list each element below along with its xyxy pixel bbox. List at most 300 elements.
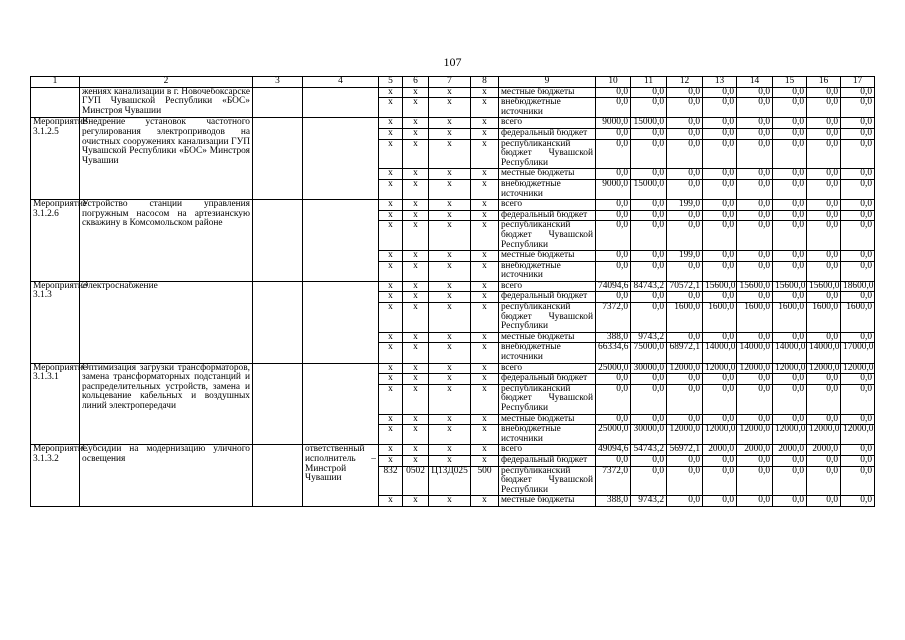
funding-source: всего <box>499 363 596 374</box>
budget-code-7: х <box>429 251 471 262</box>
budget-code-8: х <box>471 384 499 414</box>
budget-code-8: х <box>471 261 499 281</box>
table-row <box>31 118 875 129</box>
budget-code-5: х <box>379 343 403 363</box>
amount-col-15: 0,0 <box>773 414 807 425</box>
amount-col-16: 0,0 <box>807 210 841 221</box>
amount-col-14: 0,0 <box>737 251 773 262</box>
budget-code-5: х <box>379 445 403 456</box>
amount-col-16: 0,0 <box>807 98 841 118</box>
amount-col-17: 0,0 <box>841 414 875 425</box>
funding-source: республиканский бюджет Чувашской Республики <box>499 303 596 333</box>
funding-source: федеральный бюджет <box>499 455 596 466</box>
budget-code-8: х <box>471 98 499 118</box>
amount-col-15: 0,0 <box>773 221 807 251</box>
amount-col-15: 12000,0 <box>773 363 807 374</box>
amount-col-16: 2000,0 <box>807 445 841 456</box>
amount-col-12: 0,0 <box>667 496 703 507</box>
budget-code-8: х <box>471 87 499 98</box>
amount-col-11: 0,0 <box>631 98 667 118</box>
budget-code-7: х <box>429 210 471 221</box>
amount-col-15: 2000,0 <box>773 445 807 456</box>
amount-col-11: 0,0 <box>631 466 667 496</box>
amount-col-11: 30000,0 <box>631 363 667 374</box>
amount-col-17: 12000,0 <box>841 363 875 374</box>
funding-source: федеральный бюджет <box>499 374 596 385</box>
amount-col-15: 0,0 <box>773 466 807 496</box>
amount-col-16: 15600,0 <box>807 281 841 292</box>
page-number: 107 <box>443 55 462 69</box>
budget-code-7: х <box>429 261 471 281</box>
amount-col-12: 68972,1 <box>667 343 703 363</box>
amount-col-15: 0,0 <box>773 200 807 211</box>
amount-col-12: 0,0 <box>667 128 703 139</box>
amount-col-13: 14000,0 <box>703 343 737 363</box>
budget-code-6: х <box>403 343 429 363</box>
budget-code-8: х <box>471 332 499 343</box>
amount-col-12: 199,0 <box>667 251 703 262</box>
amount-col-17: 0,0 <box>841 210 875 221</box>
amount-col-14: 0,0 <box>737 466 773 496</box>
budget-code-6: х <box>403 169 429 180</box>
budget-code-5: х <box>379 384 403 414</box>
amount-col-13: 15600,0 <box>703 281 737 292</box>
column-number-8: 8 <box>471 77 499 88</box>
measure-title: Оптимизация загрузки трансформаторов, замена трансформаторных подстанций и распределительных устройств, замена и кольцевание кабельных и воздушных линий электропередачи <box>80 363 253 445</box>
budget-code-6: х <box>403 363 429 374</box>
amount-col-10: 74094,6 <box>596 281 631 292</box>
budget-code-5: х <box>379 414 403 425</box>
amount-col-11: 0,0 <box>631 139 667 169</box>
column-number-17: 17 <box>841 77 875 88</box>
amount-col-14: 1600,0 <box>737 303 773 333</box>
amount-col-15: 0,0 <box>773 261 807 281</box>
column-number-6: 6 <box>403 77 429 88</box>
column-number-13: 13 <box>703 77 737 88</box>
amount-col-13: 0,0 <box>703 87 737 98</box>
amount-col-16: 0,0 <box>807 139 841 169</box>
budget-code-7: х <box>429 87 471 98</box>
amount-col-10: 0,0 <box>596 374 631 385</box>
measure-id: Мероприятие 3.1.3 <box>31 281 80 363</box>
funding-source: местные бюджеты <box>499 169 596 180</box>
amount-col-12: 0,0 <box>667 374 703 385</box>
amount-col-14: 0,0 <box>737 118 773 129</box>
funding-source: местные бюджеты <box>499 496 596 507</box>
header-row <box>31 77 875 88</box>
amount-col-17: 0,0 <box>841 261 875 281</box>
budget-code-5: х <box>379 251 403 262</box>
funding-source: республиканский бюджет Чувашской Республики <box>499 139 596 169</box>
amount-col-17: 0,0 <box>841 466 875 496</box>
budget-code-7: х <box>429 374 471 385</box>
amount-col-14: 0,0 <box>737 200 773 211</box>
amount-col-12: 0,0 <box>667 118 703 129</box>
column-number-1: 1 <box>31 77 80 88</box>
budget-code-5: х <box>379 332 403 343</box>
amount-col-10: 0,0 <box>596 292 631 303</box>
measure-id: Мероприятие 3.1.2.5 <box>31 118 80 200</box>
budget-code-8: х <box>471 363 499 374</box>
amount-col-14: 12000,0 <box>737 425 773 445</box>
amount-col-12: 0,0 <box>667 292 703 303</box>
amount-col-16: 0,0 <box>807 384 841 414</box>
amount-col-15: 0,0 <box>773 139 807 169</box>
amount-col-16: 12000,0 <box>807 425 841 445</box>
amount-col-14: 0,0 <box>737 455 773 466</box>
measure-id <box>31 87 80 118</box>
amount-col-13: 2000,0 <box>703 445 737 456</box>
amount-col-13: 1600,0 <box>703 303 737 333</box>
column-number-9: 9 <box>499 77 596 88</box>
table-row <box>31 281 875 292</box>
amount-col-10: 0,0 <box>596 384 631 414</box>
funding-source: республиканский бюджет Чувашской Республики <box>499 466 596 496</box>
budget-code-6: х <box>403 118 429 129</box>
amount-col-13: 0,0 <box>703 118 737 129</box>
amount-col-13: 12000,0 <box>703 425 737 445</box>
amount-col-15: 0,0 <box>773 118 807 129</box>
funding-source: местные бюджеты <box>499 414 596 425</box>
budget-code-6: х <box>403 139 429 169</box>
budget-code-7: х <box>429 445 471 456</box>
column-number-11: 11 <box>631 77 667 88</box>
amount-col-16: 0,0 <box>807 118 841 129</box>
amount-col-13: 0,0 <box>703 414 737 425</box>
participant-cell <box>253 281 303 363</box>
funding-source: внебюджетные источники <box>499 98 596 118</box>
amount-col-15: 14000,0 <box>773 343 807 363</box>
amount-col-16: 0,0 <box>807 466 841 496</box>
amount-col-14: 12000,0 <box>737 363 773 374</box>
amount-col-14: 0,0 <box>737 98 773 118</box>
budget-code-6: х <box>403 200 429 211</box>
amount-col-12: 0,0 <box>667 87 703 98</box>
budget-code-8: х <box>471 374 499 385</box>
table-row <box>31 200 875 211</box>
amount-col-13: 0,0 <box>703 466 737 496</box>
amount-col-17: 1600,0 <box>841 303 875 333</box>
amount-col-16: 1600,0 <box>807 303 841 333</box>
budget-code-6: х <box>403 87 429 98</box>
amount-col-16: 0,0 <box>807 221 841 251</box>
budget-code-6: х <box>403 221 429 251</box>
budget-code-6: х <box>403 179 429 199</box>
budget-table <box>30 76 875 507</box>
funding-source: всего <box>499 118 596 129</box>
budget-code-8: х <box>471 179 499 199</box>
amount-col-11: 0,0 <box>631 87 667 98</box>
budget-code-5: х <box>379 425 403 445</box>
amount-col-11: 0,0 <box>631 251 667 262</box>
amount-col-11: 0,0 <box>631 374 667 385</box>
amount-col-14: 0,0 <box>737 374 773 385</box>
amount-col-10: 0,0 <box>596 169 631 180</box>
amount-col-11: 15000,0 <box>631 118 667 129</box>
table-row <box>31 363 875 374</box>
amount-col-16: 0,0 <box>807 332 841 343</box>
amount-col-16: 0,0 <box>807 261 841 281</box>
budget-code-5: х <box>379 455 403 466</box>
amount-col-15: 0,0 <box>773 128 807 139</box>
amount-col-13: 0,0 <box>703 169 737 180</box>
funding-source: местные бюджеты <box>499 87 596 98</box>
amount-col-11: 0,0 <box>631 261 667 281</box>
amount-col-12: 0,0 <box>667 466 703 496</box>
amount-col-14: 0,0 <box>737 292 773 303</box>
amount-col-14: 14000,0 <box>737 343 773 363</box>
amount-col-10: 0,0 <box>596 455 631 466</box>
amount-col-13: 0,0 <box>703 128 737 139</box>
column-number-15: 15 <box>773 77 807 88</box>
responsible-executor <box>303 87 379 118</box>
amount-col-11: 15000,0 <box>631 179 667 199</box>
amount-col-17: 0,0 <box>841 87 875 98</box>
funding-source: федеральный бюджет <box>499 210 596 221</box>
amount-col-14: 0,0 <box>737 210 773 221</box>
amount-col-10: 0,0 <box>596 251 631 262</box>
measure-title: Устройство станции управления погружным насосом на артезианскую скважину в Комсомольском районе <box>80 200 253 282</box>
budget-code-6: х <box>403 425 429 445</box>
amount-col-11: 0,0 <box>631 414 667 425</box>
budget-code-8: х <box>471 251 499 262</box>
amount-col-10: 0,0 <box>596 98 631 118</box>
amount-col-13: 0,0 <box>703 221 737 251</box>
budget-code-7: х <box>429 303 471 333</box>
amount-col-16: 0,0 <box>807 374 841 385</box>
amount-col-11: 0,0 <box>631 128 667 139</box>
budget-code-8: х <box>471 445 499 456</box>
budget-code-6: х <box>403 303 429 333</box>
funding-source: внебюджетные источники <box>499 425 596 445</box>
amount-col-15: 0,0 <box>773 384 807 414</box>
funding-source: внебюджетные источники <box>499 343 596 363</box>
amount-col-17: 0,0 <box>841 221 875 251</box>
amount-col-12: 0,0 <box>667 169 703 180</box>
amount-col-11: 0,0 <box>631 169 667 180</box>
amount-col-13: 0,0 <box>703 200 737 211</box>
budget-code-5: х <box>379 221 403 251</box>
budget-code-6: х <box>403 374 429 385</box>
budget-code-5: х <box>379 281 403 292</box>
amount-col-13: 0,0 <box>703 292 737 303</box>
column-number-5: 5 <box>379 77 403 88</box>
budget-code-5: х <box>379 98 403 118</box>
amount-col-13: 0,0 <box>703 210 737 221</box>
amount-col-16: 0,0 <box>807 292 841 303</box>
amount-col-12: 0,0 <box>667 139 703 169</box>
amount-col-16: 0,0 <box>807 87 841 98</box>
amount-col-17: 0,0 <box>841 374 875 385</box>
budget-code-5: х <box>379 169 403 180</box>
amount-col-15: 0,0 <box>773 87 807 98</box>
budget-code-7: Ц13Д025 <box>429 466 471 496</box>
budget-code-7: х <box>429 98 471 118</box>
amount-col-14: 0,0 <box>737 221 773 251</box>
table-row <box>31 445 875 456</box>
measure-id: Мероприятие 3.1.3.1 <box>31 363 80 445</box>
budget-code-5: х <box>379 292 403 303</box>
amount-col-16: 0,0 <box>807 179 841 199</box>
budget-code-7: х <box>429 221 471 251</box>
amount-col-12: 0,0 <box>667 221 703 251</box>
amount-col-13: 0,0 <box>703 179 737 199</box>
budget-code-6: х <box>403 292 429 303</box>
amount-col-12: 0,0 <box>667 455 703 466</box>
amount-col-15: 0,0 <box>773 374 807 385</box>
budget-code-5: х <box>379 139 403 169</box>
budget-code-8: х <box>471 414 499 425</box>
amount-col-11: 9743,2 <box>631 332 667 343</box>
budget-code-7: х <box>429 139 471 169</box>
amount-col-13: 0,0 <box>703 261 737 281</box>
amount-col-10: 0,0 <box>596 87 631 98</box>
amount-col-15: 0,0 <box>773 98 807 118</box>
budget-code-6: х <box>403 496 429 507</box>
amount-col-16: 0,0 <box>807 200 841 211</box>
budget-code-6: х <box>403 414 429 425</box>
amount-col-17: 12000,0 <box>841 425 875 445</box>
funding-source: республиканский бюджет Чувашской Республики <box>499 221 596 251</box>
amount-col-15: 15600,0 <box>773 281 807 292</box>
column-number-10: 10 <box>596 77 631 88</box>
budget-code-8: х <box>471 292 499 303</box>
amount-col-10: 49094,6 <box>596 445 631 456</box>
budget-code-5: х <box>379 303 403 333</box>
amount-col-10: 388,0 <box>596 332 631 343</box>
budget-code-8: х <box>471 343 499 363</box>
amount-col-11: 84743,2 <box>631 281 667 292</box>
budget-code-8: х <box>471 169 499 180</box>
budget-code-7: х <box>429 363 471 374</box>
amount-col-11: 0,0 <box>631 455 667 466</box>
budget-code-6: х <box>403 332 429 343</box>
column-number-16: 16 <box>807 77 841 88</box>
funding-source: всего <box>499 281 596 292</box>
budget-code-6: х <box>403 281 429 292</box>
amount-col-10: 0,0 <box>596 210 631 221</box>
participant-cell <box>253 118 303 200</box>
amount-col-17: 0,0 <box>841 169 875 180</box>
budget-code-7: х <box>429 455 471 466</box>
amount-col-15: 0,0 <box>773 179 807 199</box>
amount-col-15: 0,0 <box>773 169 807 180</box>
budget-code-7: х <box>429 118 471 129</box>
budget-code-8: х <box>471 210 499 221</box>
amount-col-15: 1600,0 <box>773 303 807 333</box>
amount-col-12: 0,0 <box>667 414 703 425</box>
amount-col-13: 0,0 <box>703 251 737 262</box>
budget-code-7: х <box>429 425 471 445</box>
budget-code-6: х <box>403 251 429 262</box>
amount-col-10: 7372,0 <box>596 303 631 333</box>
amount-col-17: 0,0 <box>841 292 875 303</box>
amount-col-12: 12000,0 <box>667 425 703 445</box>
amount-col-17: 0,0 <box>841 251 875 262</box>
amount-col-11: 54743,2 <box>631 445 667 456</box>
amount-col-10: 0,0 <box>596 128 631 139</box>
amount-col-13: 0,0 <box>703 455 737 466</box>
amount-col-17: 0,0 <box>841 98 875 118</box>
budget-code-7: х <box>429 128 471 139</box>
budget-code-7: х <box>429 281 471 292</box>
responsible-executor <box>303 281 379 363</box>
amount-col-17: 0,0 <box>841 139 875 169</box>
funding-source: республиканский бюджет Чувашской Республики <box>499 384 596 414</box>
amount-col-15: 0,0 <box>773 251 807 262</box>
responsible-executor: ответственный исполнитель – Минстрой Чувашии <box>303 445 379 507</box>
budget-code-6: х <box>403 455 429 466</box>
column-number-14: 14 <box>737 77 773 88</box>
amount-col-10: 0,0 <box>596 261 631 281</box>
budget-code-5: х <box>379 363 403 374</box>
amount-col-11: 75000,0 <box>631 343 667 363</box>
amount-col-16: 0,0 <box>807 414 841 425</box>
amount-col-15: 0,0 <box>773 292 807 303</box>
amount-col-14: 0,0 <box>737 139 773 169</box>
measure-id: Мероприятие 3.1.3.2 <box>31 445 80 507</box>
amount-col-14: 0,0 <box>737 414 773 425</box>
amount-col-17: 0,0 <box>841 179 875 199</box>
amount-col-12: 0,0 <box>667 261 703 281</box>
amount-col-13: 0,0 <box>703 98 737 118</box>
amount-col-16: 0,0 <box>807 128 841 139</box>
participant-cell <box>253 445 303 507</box>
column-number-7: 7 <box>429 77 471 88</box>
amount-col-14: 0,0 <box>737 179 773 199</box>
budget-code-5: х <box>379 496 403 507</box>
amount-col-10: 0,0 <box>596 221 631 251</box>
amount-col-14: 0,0 <box>737 332 773 343</box>
budget-code-5: х <box>379 118 403 129</box>
amount-col-17: 0,0 <box>841 128 875 139</box>
budget-code-5: х <box>379 128 403 139</box>
column-number-3: 3 <box>253 77 303 88</box>
amount-col-16: 12000,0 <box>807 363 841 374</box>
measure-title: Субсидии на модернизацию уличного освещения <box>80 445 253 507</box>
amount-col-12: 199,0 <box>667 200 703 211</box>
participant-cell <box>253 363 303 445</box>
budget-code-8: х <box>471 303 499 333</box>
budget-code-8: х <box>471 281 499 292</box>
amount-col-14: 0,0 <box>737 261 773 281</box>
funding-source: внебюджетные источники <box>499 179 596 199</box>
table-row <box>31 87 875 98</box>
amount-col-16: 0,0 <box>807 455 841 466</box>
amount-col-14: 0,0 <box>737 87 773 98</box>
budget-code-7: х <box>429 414 471 425</box>
amount-col-11: 0,0 <box>631 292 667 303</box>
amount-col-12: 0,0 <box>667 384 703 414</box>
budget-code-7: х <box>429 292 471 303</box>
column-number-2: 2 <box>80 77 253 88</box>
amount-col-12: 56972,1 <box>667 445 703 456</box>
amount-col-10: 25000,0 <box>596 363 631 374</box>
participant-cell <box>253 200 303 282</box>
amount-col-11: 0,0 <box>631 210 667 221</box>
budget-code-6: 0502 <box>403 466 429 496</box>
amount-col-17: 0,0 <box>841 455 875 466</box>
budget-code-7: х <box>429 496 471 507</box>
amount-col-15: 0,0 <box>773 455 807 466</box>
budget-code-8: х <box>471 455 499 466</box>
budget-code-6: х <box>403 128 429 139</box>
budget-code-6: х <box>403 384 429 414</box>
budget-code-5: х <box>379 210 403 221</box>
budget-code-8: х <box>471 139 499 169</box>
amount-col-11: 0,0 <box>631 303 667 333</box>
amount-col-14: 0,0 <box>737 128 773 139</box>
